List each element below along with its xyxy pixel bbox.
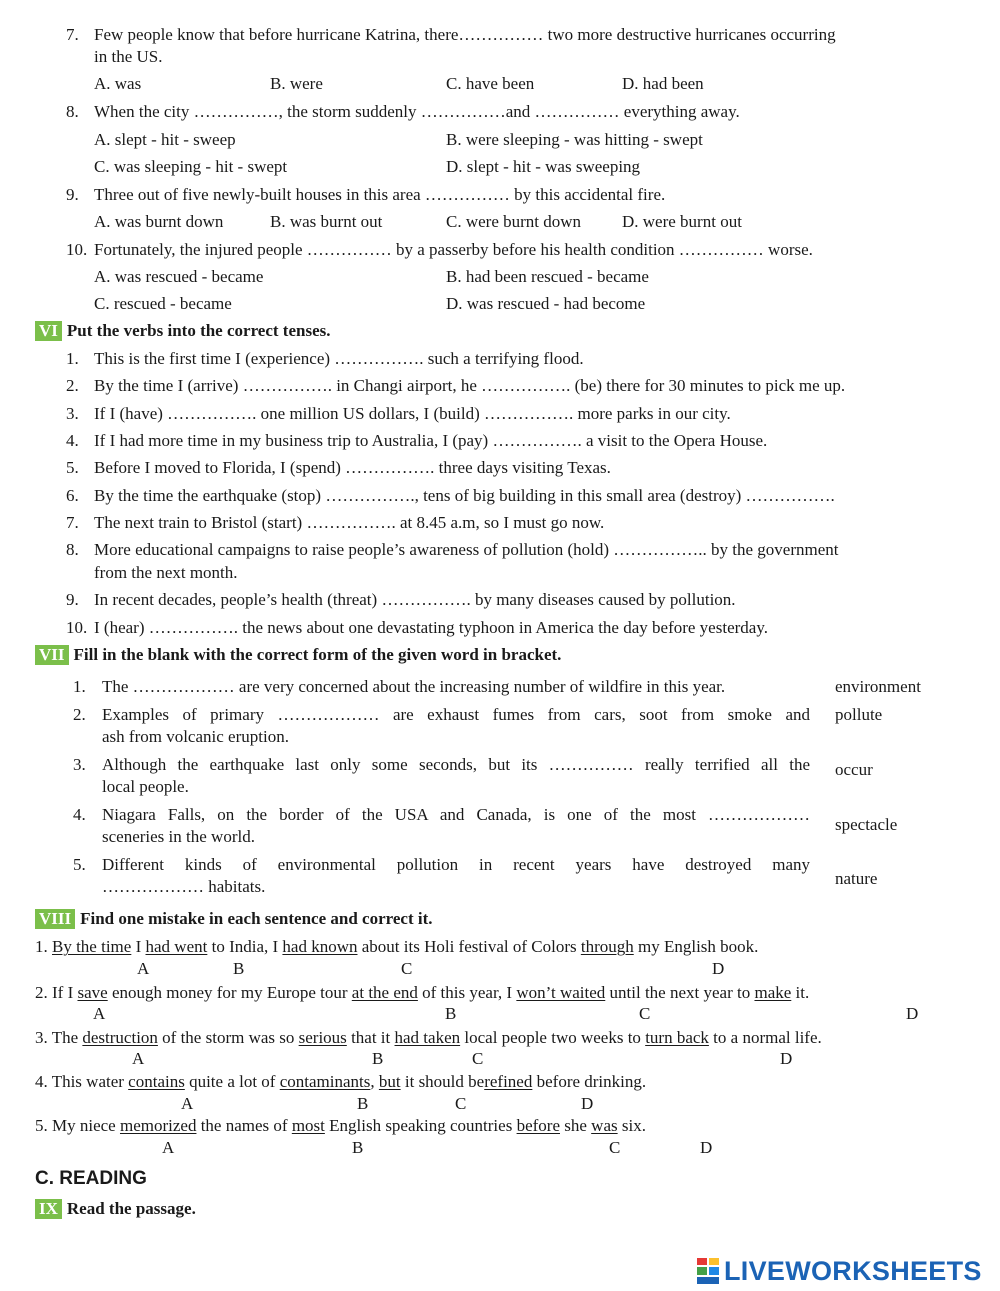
letter-c: C: [401, 959, 413, 978]
underlined-a[interactable]: contains: [128, 1072, 185, 1091]
section-vii-header: [35, 645, 561, 665]
question-number: 9.: [66, 185, 79, 204]
item-number: 9.: [66, 590, 79, 609]
letter-d: D: [700, 1138, 713, 1157]
item-text: Niagara Falls, on the border of the USA and Canada, is one of the most ………………: [102, 805, 810, 824]
letter-c: C: [472, 1049, 484, 1068]
item-number: 2.: [66, 376, 79, 395]
underlined-c[interactable]: before: [516, 1116, 560, 1135]
question-text: Few people know that before hurricane Katrina, there…………… two more destructive hurricanes occurring: [94, 25, 836, 44]
section-c-heading: C. READING: [35, 1168, 147, 1189]
item-text: Examples of primary ……………… are exhaust fumes from cars, soot from smoke and: [102, 705, 810, 724]
sentence-text: 3. The destruction of the storm was so serious that it had taken local people two weeks to turn back to a normal life.: [35, 1028, 822, 1047]
section-title: Read the passage.: [66, 1199, 196, 1218]
logo-mark-icon: [697, 1258, 721, 1284]
section-viii-header: [35, 909, 433, 929]
letter-c: C: [639, 1004, 651, 1023]
option-a[interactable]: A. was: [94, 74, 142, 93]
option-c[interactable]: C. were burnt down: [446, 212, 582, 231]
option-d[interactable]: D. slept - hit - was sweeping: [446, 157, 641, 176]
letter-a: A: [162, 1138, 175, 1157]
item-text-continued: ash from volcanic eruption.: [102, 727, 289, 746]
option-b[interactable]: B. were sleeping - was hitting - swept: [446, 130, 703, 149]
section-ix-header: [35, 1199, 196, 1219]
letter-a: A: [181, 1094, 194, 1113]
item-text: This is the first time I (experience) ……………. such a terrifying flood.: [94, 349, 584, 368]
option-d[interactable]: D. had been: [622, 74, 704, 93]
item-text: I (hear) ……………. the news about one devastating typhoon in America the day before yesterday.: [94, 618, 768, 637]
item-text: More educational campaigns to raise people’s awareness of pollution (hold) …………….. by the government: [94, 540, 839, 559]
item-text-continued: sceneries in the world.: [102, 827, 255, 846]
item-text: If I (have) ……………. one million US dollars, I (build) ……………. more parks in our city.: [94, 404, 731, 423]
item-number: 10.: [66, 618, 88, 637]
option-b[interactable]: B. were: [270, 74, 323, 93]
item-number: 5.: [73, 855, 86, 874]
item-number: 7.: [66, 513, 79, 532]
underlined-d[interactable]: refined: [484, 1072, 533, 1091]
letter-b: B: [357, 1094, 369, 1113]
question-text: Fortunately, the injured people …………… by a passerby before his health condition …………… worse.: [94, 240, 813, 259]
logo-text: LIVEWORKSHEETS: [724, 1255, 982, 1286]
letter-c: C: [609, 1138, 621, 1157]
item-number: 1.: [73, 677, 86, 696]
given-word: occur: [835, 760, 873, 779]
item-text: The ……………… are very concerned about the increasing number of wildfire in this year.: [102, 677, 726, 696]
letter-b: B: [445, 1004, 457, 1023]
underlined-d[interactable]: was: [591, 1116, 618, 1135]
item-number: 4.: [73, 805, 86, 824]
underlined-d[interactable]: through: [580, 937, 634, 956]
given-word: spectacle: [835, 815, 898, 834]
option-d[interactable]: D. were burnt out: [622, 212, 742, 231]
item-text: If I had more time in my business trip to Australia, I (pay) ……………. a visit to the Opera House.: [94, 431, 768, 450]
section-vi-header: [35, 321, 331, 341]
letter-d: D: [780, 1049, 793, 1068]
underlined-d[interactable]: make: [754, 983, 792, 1002]
underlined-b[interactable]: at the end: [351, 983, 418, 1002]
question-number: 10.: [66, 240, 88, 259]
item-text-continued: ……………… habitats.: [102, 877, 266, 896]
question-text: Three out of five newly-built houses in this area …………… by this accidental fire.: [94, 185, 666, 204]
underlined-a[interactable]: By the time: [52, 937, 132, 956]
section-badge: VII: [35, 645, 69, 665]
letter-a: A: [137, 959, 150, 978]
sentence-text: 1. By the time I had went to India, I had known about its Holi festival of Colors through my English book.: [35, 937, 759, 956]
item-text: By the time I (arrive) ……………. in Changi airport, he ……………. (be) there for 30 minutes to pick me up.: [94, 376, 846, 395]
item-text: In recent decades, people’s health (threat) ……………. by many diseases caused by pollution.: [94, 590, 736, 609]
item-number: 6.: [66, 486, 79, 505]
item-number: 1.: [66, 349, 79, 368]
item-number: 2.: [73, 705, 86, 724]
letter-d: D: [581, 1094, 594, 1113]
letter-d: D: [712, 959, 725, 978]
option-d[interactable]: D. was rescued - had become: [446, 294, 646, 313]
underlined-b[interactable]: had went: [145, 937, 208, 956]
letter-d: D: [906, 1004, 919, 1023]
section-badge: IX: [35, 1199, 62, 1219]
question-text: When the city ……………, the storm suddenly ……………and …………… everything away.: [94, 102, 740, 121]
option-c[interactable]: C. rescued - became: [94, 294, 232, 313]
given-word: environment: [835, 677, 921, 696]
underlined-a[interactable]: save: [77, 983, 108, 1002]
letter-c: C: [455, 1094, 467, 1113]
underlined-b[interactable]: most: [291, 1116, 325, 1135]
item-text-continued: local people.: [102, 777, 189, 796]
item-text: Although the earthquake last only some seconds, but its …………… really terrified all the: [102, 755, 810, 774]
letter-a: A: [93, 1004, 106, 1023]
option-b[interactable]: B. had been rescued - became: [446, 267, 649, 286]
underlined-a[interactable]: destruction: [82, 1028, 158, 1047]
underlined-c[interactable]: had known: [282, 937, 358, 956]
item-text: Different kinds of environmental pollution in recent years have destroyed many: [102, 855, 810, 874]
option-c[interactable]: C. was sleeping - hit - swept: [94, 157, 288, 176]
item-text-continued: from the next month.: [94, 563, 238, 582]
item-text: By the time the earthquake (stop) ……………., tens of big building in this small area (destroy) …………….: [94, 486, 835, 505]
question-number: 7.: [66, 25, 79, 44]
item-text: Before I moved to Florida, I (spend) ……………. three days visiting Texas.: [94, 458, 611, 477]
item-number: 3.: [73, 755, 86, 774]
section-title: Find one mistake in each sentence and correct it.: [80, 909, 433, 928]
question-text-continued: in the US.: [94, 47, 163, 66]
item-number: 8.: [66, 540, 79, 559]
item-text: The next train to Bristol (start) ……………. at 8.45 a.m, so I must go now.: [94, 513, 605, 532]
item-number: 3.: [66, 404, 79, 423]
sentence-text: 5. My niece memorized the names of most English speaking countries before she was six.: [35, 1116, 646, 1135]
underlined-c[interactable]: had taken: [394, 1028, 461, 1047]
given-word: nature: [835, 869, 878, 888]
option-a[interactable]: A. slept - hit - sweep: [94, 130, 236, 149]
sentence-text: 4. This water contains quite a lot of contaminants, but it should berefined before drinking.: [35, 1072, 647, 1091]
option-c[interactable]: C. have been: [446, 74, 535, 93]
section-badge: VIII: [35, 909, 75, 929]
underlined-a[interactable]: memorized: [119, 1116, 197, 1135]
option-a[interactable]: A. was rescued - became: [94, 267, 264, 286]
given-word: pollute: [835, 705, 883, 724]
underlined-d[interactable]: turn back: [645, 1028, 709, 1047]
option-a[interactable]: A. was burnt down: [94, 212, 224, 231]
section-title: Put the verbs into the correct tenses.: [66, 321, 331, 340]
option-b[interactable]: B. was burnt out: [270, 212, 383, 231]
underlined-c[interactable]: won’t waited: [516, 983, 606, 1002]
underlined-b[interactable]: contaminants: [279, 1072, 371, 1091]
letter-b: B: [372, 1049, 384, 1068]
letter-b: B: [352, 1138, 364, 1157]
underlined-c[interactable]: but: [378, 1072, 401, 1091]
underlined-b[interactable]: serious: [298, 1028, 347, 1047]
letter-b: B: [233, 959, 245, 978]
section-badge: VI: [35, 321, 62, 341]
item-number: 5.: [66, 458, 79, 477]
section-title: Fill in the blank with the correct form of the given word in bracket.: [73, 645, 562, 664]
item-number: 4.: [66, 431, 79, 450]
question-number: 8.: [66, 102, 79, 121]
sentence-text: 2. If I save enough money for my Europe tour at the end of this year, I won’t waited until the next year to make it.: [35, 983, 810, 1002]
liveworksheets-logo[interactable]: [697, 1257, 982, 1285]
letter-a: A: [132, 1049, 145, 1068]
